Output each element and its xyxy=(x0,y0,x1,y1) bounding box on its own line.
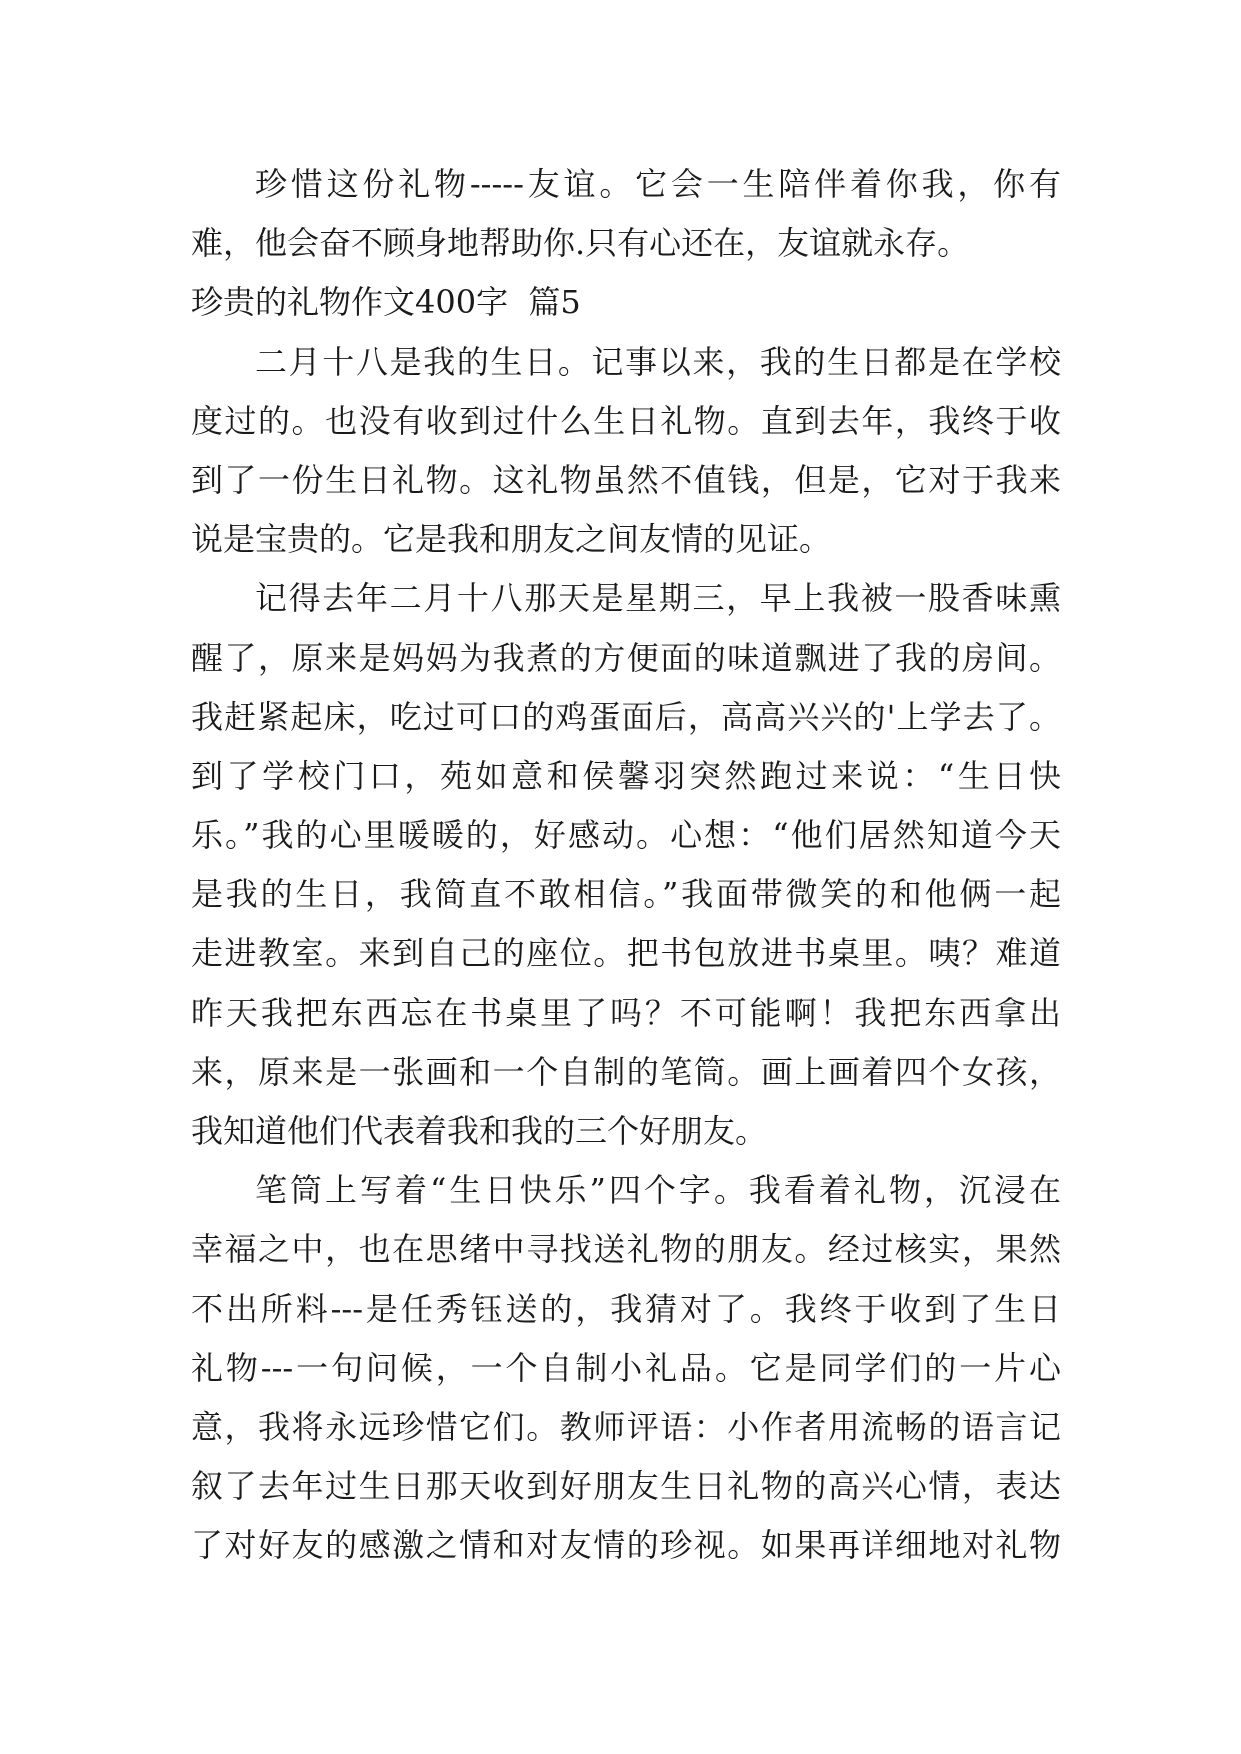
text-line: 珍惜这份礼物-----友谊。它会一生陪伴着你我，你有 xyxy=(255,165,1061,203)
text-line: 走进教室。来到自己的座位。把书包放进书桌里。咦？难道 xyxy=(191,934,1061,973)
paragraph xyxy=(191,333,1061,570)
text-line: 度过的。也没有收到过什么生日礼物。直到去年，我终于收 xyxy=(191,401,1061,440)
text-line: 二月十八是我的生日。记事以来，我的生日都是在学校 xyxy=(255,342,1061,381)
text-line: 幸福之中，也在思绪中寻找送礼物的朋友。经过核实，果然 xyxy=(191,1230,1061,1269)
text-line: 叙了去年过生日那天收到好朋友生日礼物的高兴心情，表达 xyxy=(191,1467,1061,1506)
paragraph xyxy=(191,569,1061,1161)
text-line: 记得去年二月十八那天是星期三，早上我被一股香味熏 xyxy=(255,579,1061,618)
text-line: 到了学校门口，苑如意和侯馨羽突然跑过来说：“生日快 xyxy=(191,756,1061,795)
text-line: 是我的生日，我简直不敢相信。”我面带微笑的和他俩一起 xyxy=(191,875,1061,914)
document-body xyxy=(191,155,1061,1576)
text-line: 来，原来是一张画和一个自制的笔筒。画上画着四个女孩， xyxy=(191,1052,1061,1091)
text-line: 昨天我把东西忘在书桌里了吗？不可能啊！我把东西拿出 xyxy=(191,993,1061,1032)
text-line: 乐。”我的心里暖暖的，好感动。心想：“他们居然知道今天 xyxy=(191,816,1061,855)
text-line: 说是宝贵的。它是我和朋友之间友情的见证。 xyxy=(191,520,832,559)
text-line: 不出所料---是任秀钰送的，我猜对了。我终于收到了生日 xyxy=(191,1289,1061,1328)
text-line: 我赶紧起床，吃过可口的鸡蛋面后，高高兴兴的'上学去了。 xyxy=(191,697,1061,736)
paragraph xyxy=(191,1161,1061,1575)
text-line: 礼物---一句问候，一个自制小礼品。它是同学们的一片心 xyxy=(191,1348,1061,1387)
text-line: 意，我将永远珍惜它们。教师评语：小作者用流畅的语言记 xyxy=(191,1407,1061,1446)
text-line: 笔筒上写着“生日快乐”四个字。我看着礼物，沉浸在 xyxy=(255,1171,1061,1210)
text-line: 到了一份生日礼物。这礼物虽然不值钱，但是，它对于我来 xyxy=(191,460,1061,499)
text-line: 醒了，原来是妈妈为我煮的方便面的味道飘进了我的房间。 xyxy=(191,638,1061,677)
section-heading: 珍贵的礼物作文400字 篇5 xyxy=(191,283,581,322)
paragraph xyxy=(191,155,1061,273)
text-line: 难，他会奋不顾身地帮助你.只有心还在，友谊就永存。 xyxy=(191,224,970,263)
text-line: 了对好友的感激之情和对友情的珍视。如果再详细地对礼物 xyxy=(191,1526,1061,1565)
text-line: 我知道他们代表着我和我的三个好朋友。 xyxy=(191,1112,768,1150)
